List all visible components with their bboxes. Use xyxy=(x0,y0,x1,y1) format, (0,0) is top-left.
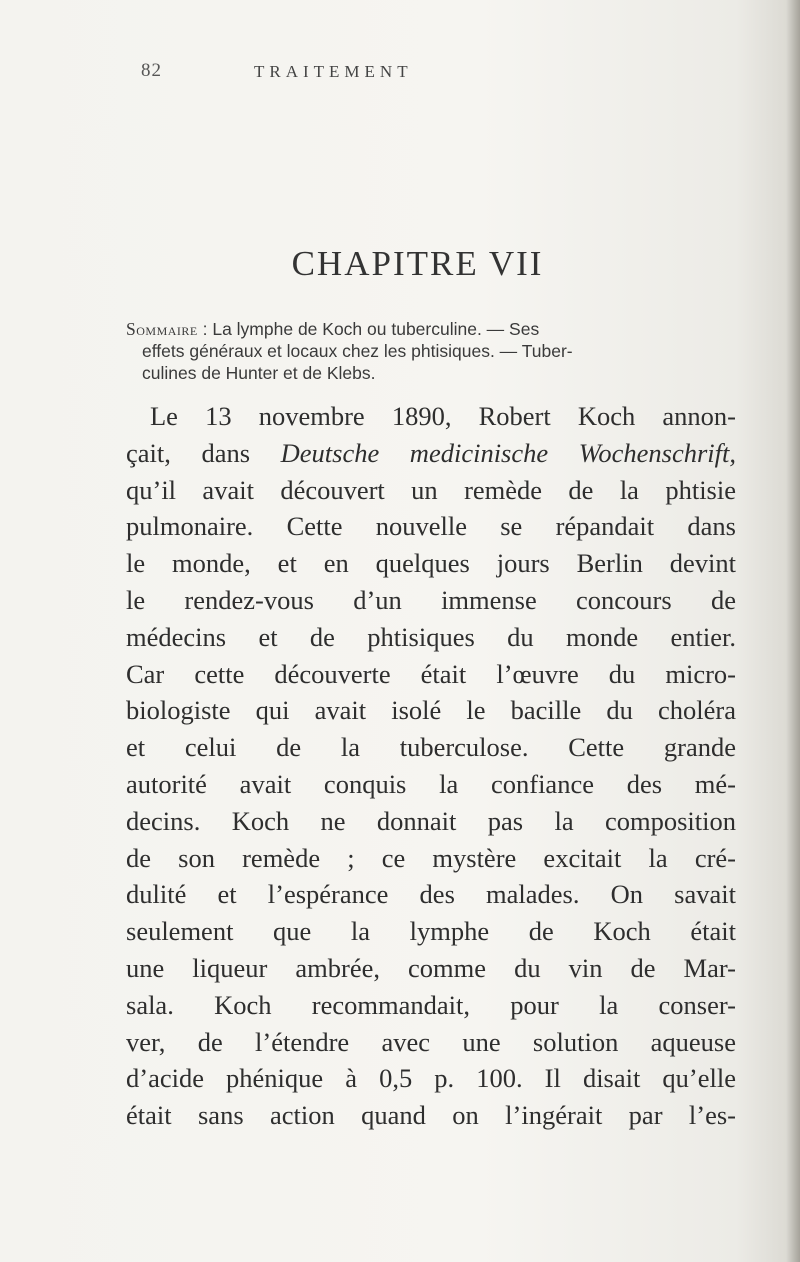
page-header xyxy=(0,60,800,90)
summary-label: Sommaire xyxy=(126,319,198,339)
text-line: le monde, et en quelques jours Berlin devint xyxy=(126,548,736,579)
text-line: decins. Koch ne donnait pas la composition xyxy=(126,805,736,836)
text-line: dulité et l’espérance des malades. On savait xyxy=(126,879,736,910)
text-span: çait, dans xyxy=(126,437,281,468)
text-line: biologiste qui avait isolé le bacille du choléra xyxy=(126,695,736,726)
text-line: et celui de la tuberculose. Cette grande xyxy=(126,732,736,763)
text-line: d’acide phénique à 0,5 p. 100. Il disait qu’elle xyxy=(126,1063,736,1094)
summary-line: effets généraux et locaux chez les phtisiques. — Tuber- xyxy=(142,341,573,361)
summary-line: culines de Hunter et de Klebs. xyxy=(142,363,376,383)
journal-title: Deutsche medicinische Wochenschrift, xyxy=(280,437,736,468)
text-line xyxy=(126,435,736,472)
page-edge-shadow xyxy=(786,0,800,1262)
text-line: une liqueur ambrée, comme du vin de Mar- xyxy=(126,952,736,983)
text-line: était sans action quand on l’ingérait par l’es- xyxy=(126,1100,736,1131)
text-line: ver, de l’étendre avec une solution aqueuse xyxy=(126,1026,736,1057)
running-head: TRAITEMENT xyxy=(254,62,413,81)
summary-line xyxy=(126,318,726,340)
text-line: seulement que la lymphe de Koch était xyxy=(126,916,736,947)
text-line: Le 13 novembre 1890, Robert Koch annon- xyxy=(150,401,736,431)
text-line: de son remède ; ce mystère excitait la cré- xyxy=(126,842,736,873)
page-number: 82 xyxy=(141,60,162,81)
text-line: qu’il avait découvert un remède de la phtisie xyxy=(126,474,736,505)
chapter-summary xyxy=(126,318,726,384)
text-line: Car cette découverte était l’œuvre du micro- xyxy=(126,658,736,689)
summary-text: : La lymphe de Koch ou tuberculine. — Ses xyxy=(197,319,540,339)
text-line: pulmonaire. Cette nouvelle se répandait dans xyxy=(126,511,736,542)
text-line: sala. Koch recommandait, pour la conser- xyxy=(126,989,736,1020)
text-line: autorité avait conquis la confiance des mé- xyxy=(126,768,736,799)
text-line: le rendez-vous d’un immense concours de xyxy=(126,584,736,615)
body-paragraph xyxy=(126,398,736,1134)
text-line: médecins et de phtisiques du monde entier. xyxy=(126,621,736,652)
chapter-title: CHAPITRE VII xyxy=(291,244,544,283)
